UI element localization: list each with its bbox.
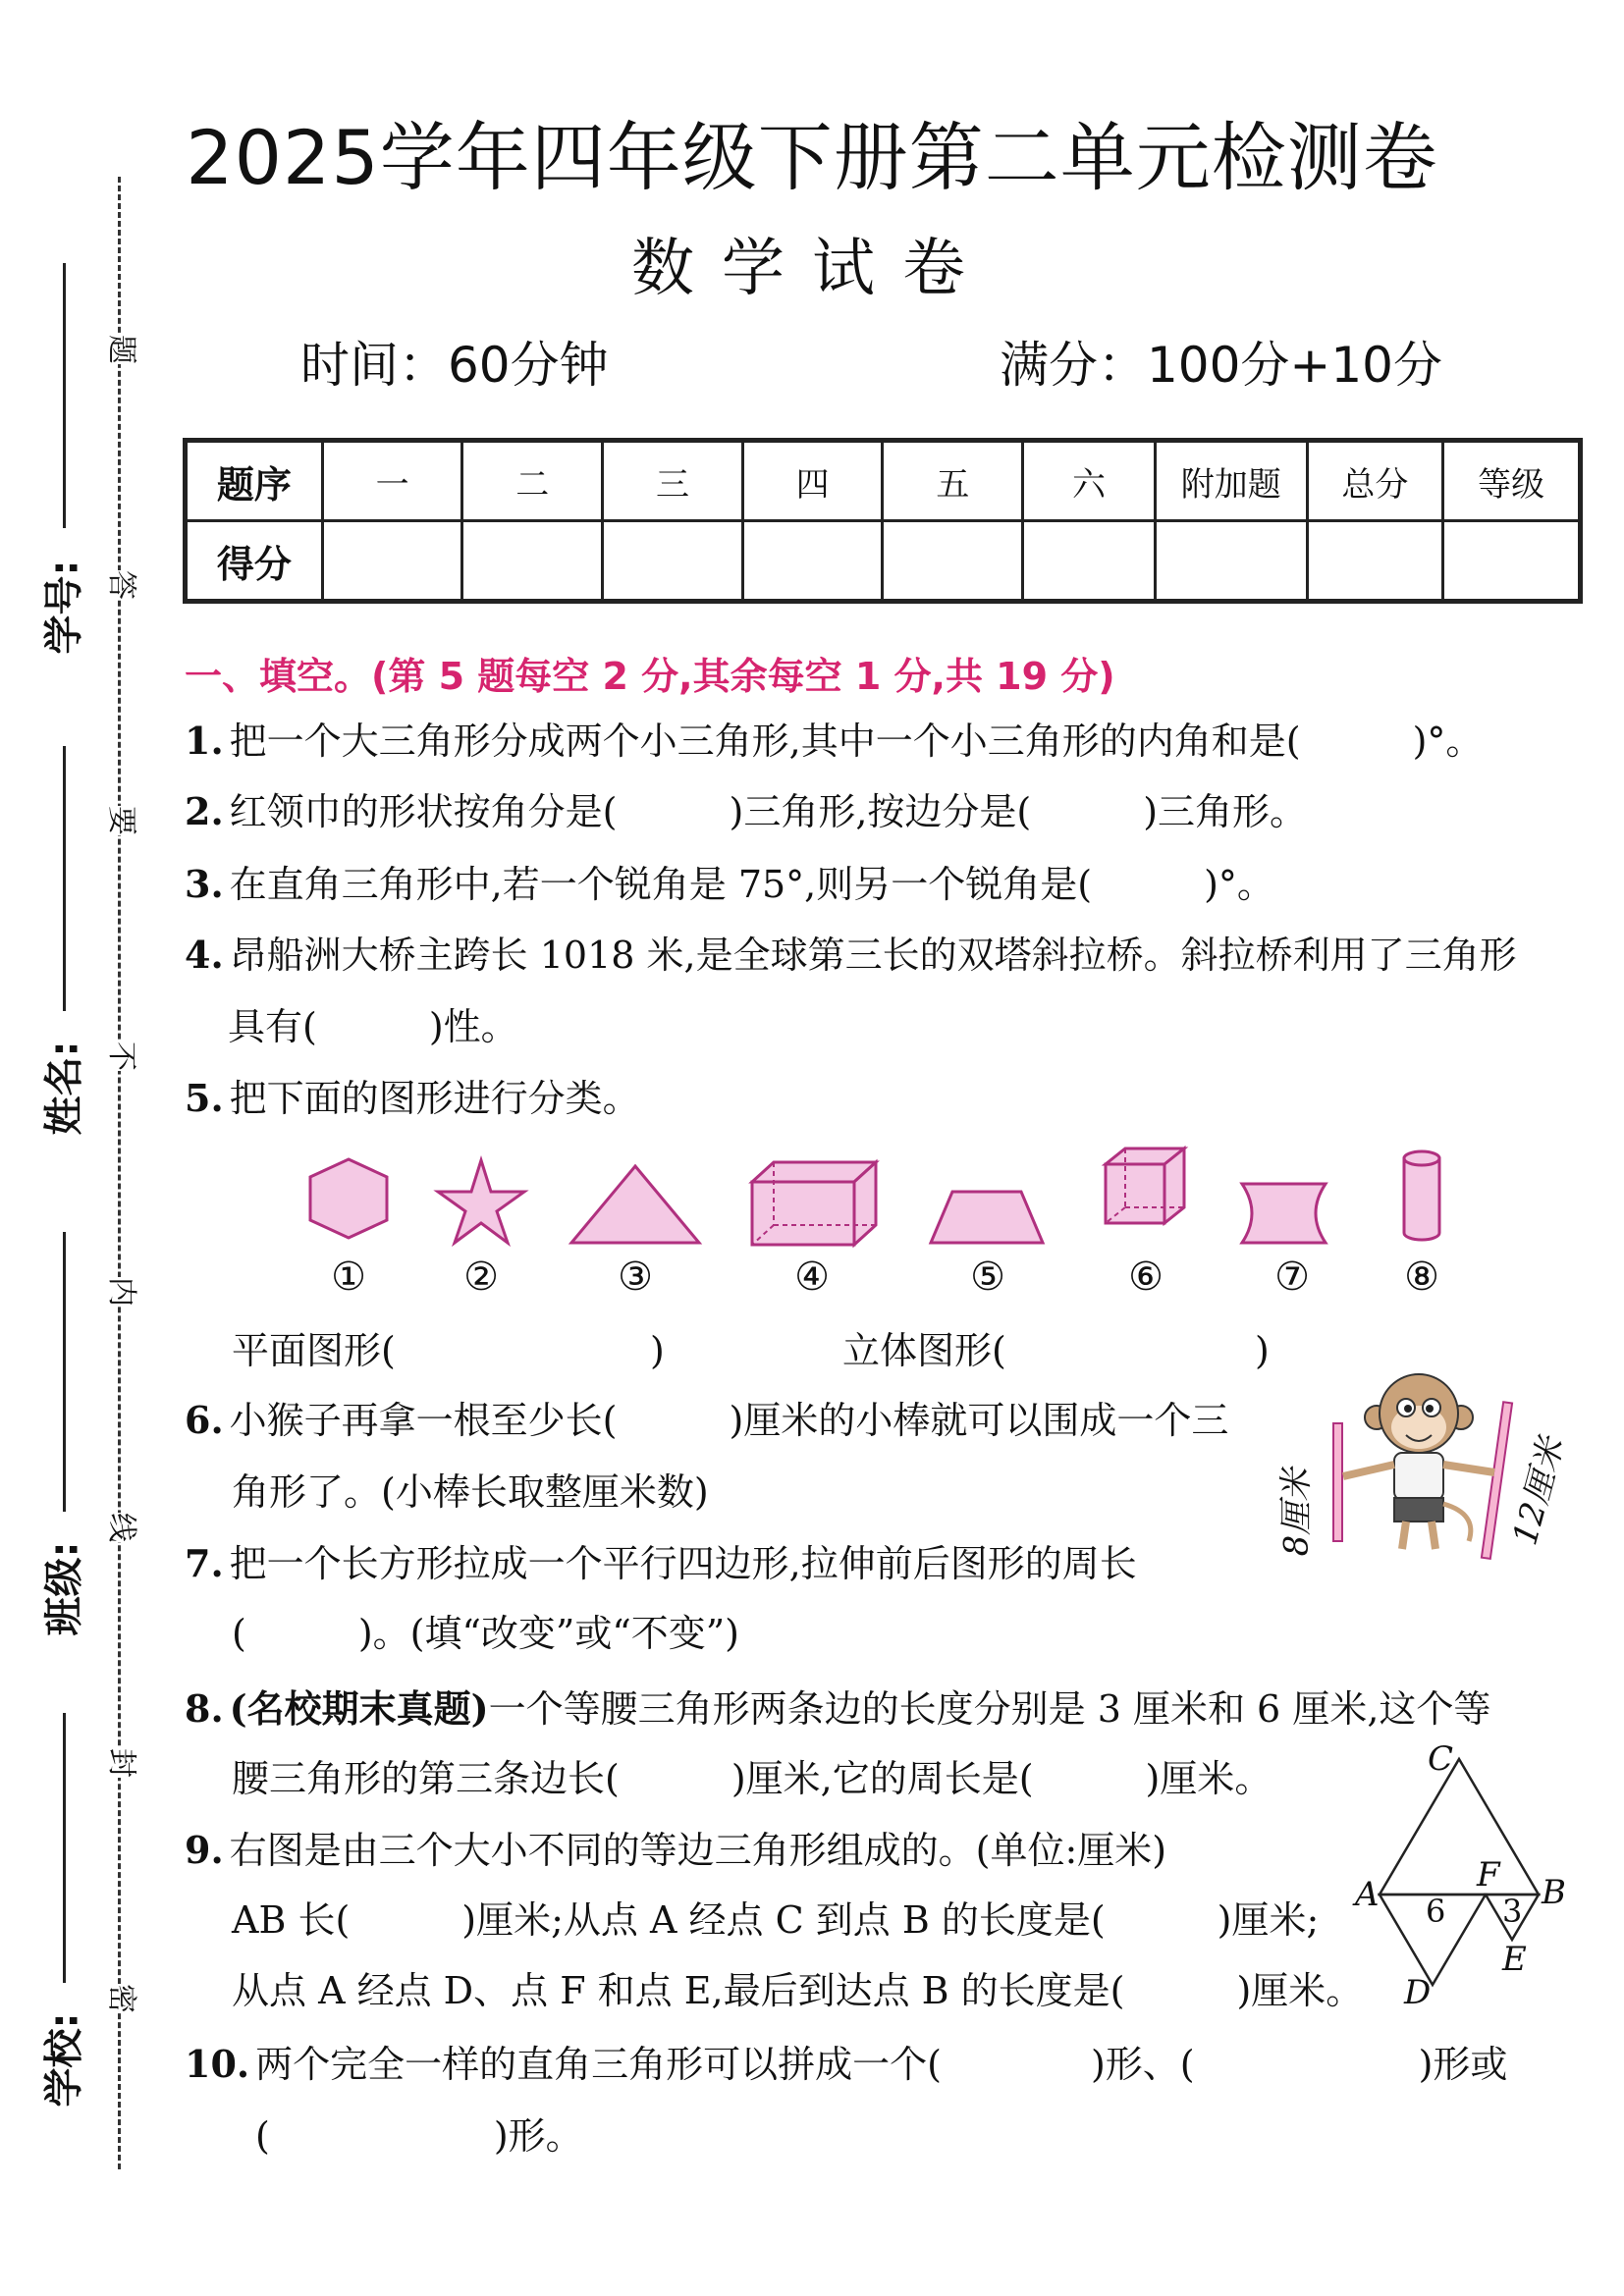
question-number: 6. (185, 1398, 224, 1442)
section-1-heading: 一、填空。(第 5 题每空 2 分,其余每空 1 分,共 19 分) (185, 655, 1115, 698)
score-cell[interactable] (1023, 521, 1156, 602)
score-cell[interactable] (1443, 521, 1581, 602)
seal-char-ti: 题 (99, 335, 150, 364)
question-number: 7. (185, 1541, 224, 1585)
seal-char-yao: 要 (99, 806, 150, 835)
question-number: 3. (185, 862, 224, 906)
question-5 (185, 1076, 640, 1122)
cube-shape (1106, 1148, 1184, 1223)
score-table-header: 附加题 (1155, 441, 1307, 521)
shape-label-3: ③ (618, 1255, 653, 1300)
question-10 (185, 2042, 1507, 2088)
score-table-header: 二 (462, 441, 603, 521)
question-text: 两个完全一样的直角三角形可以拼成一个( )形、( )形或 (255, 2043, 1508, 2086)
question-text: 昂船洲大桥主跨长 1018 米,是全球第三长的双塔斜拉桥。斜拉桥利用了三角形 (229, 934, 1517, 977)
score-row-label: 得分 (186, 521, 323, 602)
point-c: C (1428, 1739, 1454, 1779)
cuboid-shape (752, 1162, 876, 1245)
length-label-6: 6 (1426, 1893, 1446, 1930)
student-id-label: 学号: (41, 560, 87, 655)
question-number: 4. (185, 933, 224, 977)
plane-figures-label: 平面图形( (232, 1329, 396, 1372)
score-cell[interactable] (322, 521, 462, 602)
score-cell[interactable] (1307, 521, 1443, 602)
question-8-line2: 腰三角形的第三条边长( )厘米,它的周长是( )厘米。 (232, 1757, 1272, 1800)
question-source-tag: (名校期末真题) (229, 1686, 489, 1731)
question-text: 把下面的图形进行分类。 (229, 1077, 640, 1120)
question-text: 红领巾的形状按角分是( )三角形,按边分是( )三角形。 (229, 790, 1308, 833)
question-6 (185, 1398, 1228, 1444)
length-label-3: 3 (1502, 1893, 1523, 1930)
score-table-header: 三 (603, 441, 743, 521)
trapezoid-shape (931, 1192, 1043, 1243)
score-table-header: 总分 (1307, 441, 1443, 521)
seal-char-feng: 封 (99, 1748, 150, 1778)
seal-char-da: 答 (99, 570, 150, 600)
point-e: E (1502, 1940, 1527, 1979)
shape-label-7: ⑦ (1274, 1255, 1310, 1300)
shapes-figure (295, 1145, 1473, 1253)
star-shape (438, 1160, 524, 1243)
question-number: 9. (185, 1828, 224, 1872)
exam-time: 时间：60分钟 (300, 337, 609, 394)
name-line[interactable] (63, 746, 66, 1011)
big-triangle (1380, 1759, 1539, 1895)
question-number: 1. (185, 719, 224, 763)
class-label: 班级: (41, 1541, 87, 1636)
page-title: 2025学年四年级下册第二单元检测卷 (186, 114, 1438, 201)
name-label: 姓名: (41, 1041, 87, 1136)
shape-label-2: ② (463, 1255, 499, 1300)
question-text: 在直角三角形中,若一个锐角是 75°,则另一个锐角是( )°。 (229, 863, 1274, 906)
shape-label-8: ⑧ (1404, 1255, 1439, 1300)
cylinder-shape (1404, 1151, 1439, 1240)
question-2 (185, 789, 1307, 835)
solid-figures-close: ) (1255, 1329, 1270, 1372)
point-d: D (1404, 1973, 1432, 2012)
score-cell[interactable] (742, 521, 883, 602)
shape-label-1: ① (331, 1255, 366, 1300)
school-label: 学校: (41, 2012, 87, 2108)
page-subtitle: 数学试卷 (631, 233, 993, 305)
hexagon-shape (310, 1159, 387, 1238)
question-number: 10. (185, 2042, 250, 2086)
score-table-header: 等级 (1443, 441, 1581, 521)
point-b: B (1542, 1873, 1566, 1912)
score-table (183, 438, 1583, 604)
shape-label-5: ⑤ (970, 1255, 1005, 1300)
question-10-line2: ( )形。 (255, 2114, 583, 2158)
question-9 (185, 1828, 1166, 1874)
question-number: 5. (185, 1076, 224, 1120)
score-cell[interactable] (462, 521, 603, 602)
score-cell[interactable] (603, 521, 743, 602)
score-table-header: 四 (742, 441, 883, 521)
seal-char-nei: 内 (99, 1277, 150, 1307)
score-table-header: 六 (1023, 441, 1156, 521)
question-text: 小猴子再拿一根至少长( )厘米的小棒就可以围成一个三 (229, 1399, 1229, 1442)
question-7-line2: ( )。(填“改变”或“不变”) (232, 1612, 740, 1655)
plane-figures-close: ) (650, 1329, 665, 1372)
question-number: 2. (185, 789, 224, 833)
score-cell[interactable] (883, 521, 1023, 602)
right-stick-length: 12厘米 (1505, 1433, 1572, 1550)
question-text: 把一个大三角形分成两个小三角形,其中一个小三角形的内角和是( )°。 (229, 720, 1484, 763)
question-7 (185, 1541, 1137, 1587)
question-4-line2: 具有( )性。 (228, 1005, 518, 1048)
score-table-header: 一 (322, 441, 462, 521)
question-9-line3: 从点 A 经点 D、点 F 和点 E,最后到达点 B 的长度是( )厘米。 (232, 1969, 1364, 2012)
question-number: 8. (185, 1686, 224, 1731)
score-table-header-row (186, 441, 1581, 521)
shape-label-4: ④ (794, 1255, 830, 1300)
question-text: 右图是由三个大小不同的等边三角形组成的。(单位:厘米) (229, 1829, 1167, 1872)
score-table-score-row (186, 521, 1581, 602)
question-6-line2: 角形了。(小棒长取整厘米数) (232, 1470, 709, 1514)
seal-char-mi: 密 (99, 1984, 150, 2013)
concave-shape (1242, 1184, 1326, 1243)
school-line[interactable] (63, 1713, 66, 1983)
score-table-header: 题序 (186, 441, 323, 521)
class-line[interactable] (63, 1232, 66, 1512)
question-3 (185, 862, 1274, 908)
triangle-figure (1355, 1747, 1571, 2002)
question-text: 把一个长方形拉成一个平行四边形,拉伸前后图形的周长 (229, 1542, 1137, 1585)
question-1 (185, 719, 1483, 765)
question-9-line2: AB 长( )厘米;从点 A 经点 C 到点 B 的长度是( )厘米; (232, 1898, 1320, 1942)
point-f: F (1477, 1855, 1500, 1895)
question-4 (185, 933, 1517, 979)
shape-label-6: ⑥ (1128, 1255, 1164, 1300)
question-8 (185, 1686, 1490, 1733)
left-stick-length: 8厘米 (1276, 1468, 1317, 1557)
full-score: 满分：100分+10分 (1000, 337, 1442, 394)
left-stick-icon (1333, 1423, 1342, 1541)
seal-dashed-line (118, 177, 121, 2169)
triangle-shape (571, 1166, 699, 1243)
score-cell[interactable] (1155, 521, 1307, 602)
monkey-icon (1343, 1374, 1494, 1549)
seal-char-xian: 线 (99, 1513, 150, 1542)
point-a: A (1355, 1875, 1380, 1914)
solid-figures-label: 立体图形( (842, 1329, 1006, 1372)
seal-char-bu: 不 (99, 1041, 150, 1071)
score-table-header: 五 (883, 441, 1023, 521)
question-text: 一个等腰三角形两条边的长度分别是 3 厘米和 6 厘米,这个等 (488, 1687, 1491, 1731)
